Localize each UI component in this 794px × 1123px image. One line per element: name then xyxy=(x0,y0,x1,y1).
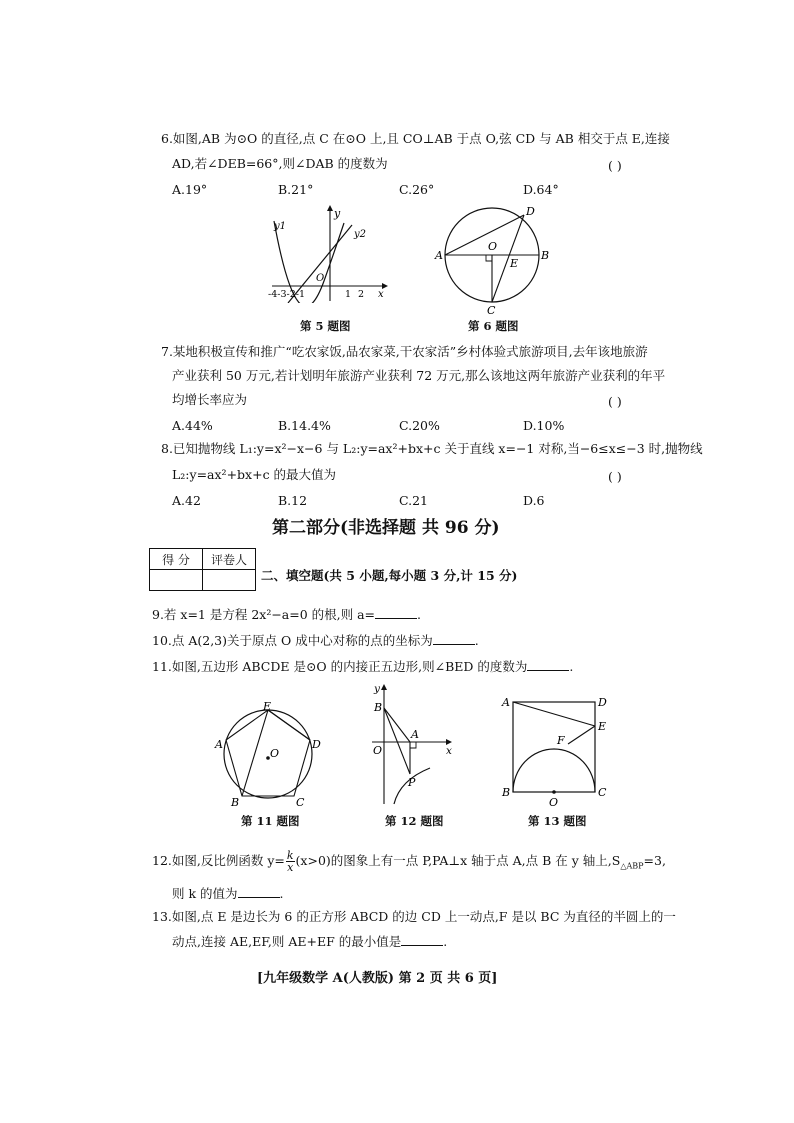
fig13-label-f: F xyxy=(557,734,565,747)
fig13-label-c: C xyxy=(598,786,607,799)
q6-line1: 6.如图,AB 为⊙O 的直径,点 C 在⊙O 上,且 CO⊥AB 于点 O,弦 CD 与 AB 相交于点 E,连接 xyxy=(161,131,670,146)
q11-text: 11.如图,五边形 ABCDE 是⊙O 的内接正五边形,则∠BED 的度数为 xyxy=(152,659,528,674)
q6-option-a: A.19° xyxy=(172,182,208,197)
q8-line2: L₂:y=ax²+bx+c 的最大值为 xyxy=(172,467,337,482)
figure-12-caption: 第 12 题图 xyxy=(385,814,444,828)
q13-line2-end: . xyxy=(443,934,448,949)
fig6-label-c: C xyxy=(487,304,496,315)
fig12-label-o: O xyxy=(373,744,383,757)
q12-text-part2: (x>0)的图象上有一点 P,PA⊥x 轴于点 A,点 B 在 y 轴上,S xyxy=(295,853,621,868)
q11 xyxy=(152,660,573,674)
q6-option-c: C.26° xyxy=(399,182,435,197)
figure-6-circle xyxy=(432,203,552,315)
q7-option-a: A.44% xyxy=(172,418,213,433)
q13-blank[interactable] xyxy=(401,935,443,946)
fig12-label-y: y xyxy=(374,683,380,695)
q13-line1: 13.如图,点 E 是边长为 6 的正方形 ABCD 的边 CD 上一动点,F 是以 BC 为直径的半圆上的一 xyxy=(152,909,676,924)
q9 xyxy=(152,608,421,622)
score-header-grader: 评卷人 xyxy=(203,549,256,570)
fig13-label-e: E xyxy=(598,720,607,733)
q9-end: . xyxy=(417,607,422,622)
figure-11-pentagon xyxy=(212,700,324,808)
q8-option-a: A.42 xyxy=(172,493,201,508)
q13-line2 xyxy=(172,935,447,949)
q7-option-d: D.10% xyxy=(523,418,565,433)
q9-text: 9.若 x=1 是方程 2x²−a=0 的根,则 a= xyxy=(152,607,376,622)
fig13-label-b: B xyxy=(502,786,511,799)
fig5-label-y1: y1 xyxy=(274,221,287,232)
part2-title: 第二部分(非选择题 共 96 分) xyxy=(272,518,500,538)
q10-blank[interactable] xyxy=(433,634,475,645)
q12-text-part1: 12.如图,反比例函数 y= xyxy=(152,853,285,868)
fig11-label-o: O xyxy=(270,747,280,760)
q7-line3: 均增长率应为 xyxy=(172,392,248,407)
q7-option-b: B.14.4% xyxy=(278,418,331,433)
fig6-label-d: D xyxy=(526,205,535,218)
q12-blank[interactable] xyxy=(238,887,280,898)
q7-option-c: C.20% xyxy=(399,418,440,433)
q10-end: . xyxy=(474,633,479,648)
q7-line2: 产业获利 50 万元,若计划明年旅游产业获利 72 万元,那么该地这两年旅游产业获利的年平 xyxy=(172,368,666,383)
q12-line1 xyxy=(152,850,666,874)
fig13-label-a: A xyxy=(502,696,510,709)
q12-line2-end: . xyxy=(279,886,284,901)
fig6-label-a: A xyxy=(435,249,443,262)
q6-line2: AD,若∠DEB=66°,则∠DAB 的度数为 xyxy=(172,156,388,171)
q12-text-part3: =3, xyxy=(643,853,666,868)
fig11-label-e: E xyxy=(263,700,272,713)
fig5-label-y: y xyxy=(334,207,341,220)
score-cell[interactable] xyxy=(150,570,203,591)
q12-line2 xyxy=(172,887,284,901)
q6-option-d: D.64° xyxy=(523,182,559,197)
figure-11-caption: 第 11 题图 xyxy=(241,814,300,828)
fig5-label-y2: y2 xyxy=(354,229,367,240)
fig5-tick-2: 2 xyxy=(358,289,365,300)
fig11-label-a: A xyxy=(215,738,223,751)
q6-option-b: B.21° xyxy=(278,182,314,197)
fig13-label-d: D xyxy=(598,696,607,709)
grader-cell[interactable] xyxy=(203,570,256,591)
fig5-tick-1: 1 xyxy=(345,289,352,300)
q8-option-d: D.6 xyxy=(523,493,545,508)
q8-line1: 8.已知抛物线 L₁:y=x²−x−6 与 L₂:y=ax²+bx+c 关于直线 x=−1 对称,当−6≤x≤−3 时,抛物线 xyxy=(161,441,703,456)
fig6-label-b: B xyxy=(541,249,550,262)
score-header-score: 得 分 xyxy=(150,549,203,570)
fig6-label-o: O xyxy=(488,240,498,253)
q10-text: 10.点 A(2,3)关于原点 O 成中心对称的点的坐标为 xyxy=(152,633,433,648)
figure-5-caption: 第 5 题图 xyxy=(300,319,351,333)
fig5-label-x: x xyxy=(378,289,384,300)
fig12-label-x: x xyxy=(446,745,452,757)
figure-13-square xyxy=(498,692,616,808)
figure-6-caption: 第 6 题图 xyxy=(468,319,519,333)
fig12-label-a: A xyxy=(411,728,419,741)
fig11-label-c: C xyxy=(296,796,305,808)
figure-12-graph xyxy=(368,682,458,808)
q13-line2-text: 动点,连接 AE,EF,则 AE+EF 的最小值是 xyxy=(172,934,402,949)
q8-option-b: B.12 xyxy=(278,493,308,508)
q12-subscript: △ABP xyxy=(620,861,644,871)
q11-end: . xyxy=(569,659,574,674)
q8-option-c: C.21 xyxy=(399,493,428,508)
figure-5-graph xyxy=(260,203,390,303)
fig5-label-o: O xyxy=(316,273,325,284)
section-fill-blank-heading: 二、填空题(共 5 小题,每小题 3 分,计 15 分) xyxy=(261,568,518,583)
q12-fraction xyxy=(286,850,295,873)
q12-line2-text: 则 k 的值为 xyxy=(172,886,238,901)
page-footer: [九年级数学 A(人教版) 第 2 页 共 6 页] xyxy=(257,971,498,986)
q8-answer-paren: ( ) xyxy=(608,469,622,484)
fig13-label-o: O xyxy=(549,796,559,808)
q12-fraction-numerator: k xyxy=(286,849,294,862)
q12-fraction-denominator: x xyxy=(287,861,294,874)
figure-13-caption: 第 13 题图 xyxy=(528,814,587,828)
q11-blank[interactable] xyxy=(527,660,569,671)
q10 xyxy=(152,634,479,648)
fig12-label-b: B xyxy=(374,701,383,714)
fig6-label-e: E xyxy=(510,257,519,270)
q7-answer-paren: ( ) xyxy=(608,394,622,409)
fig12-label-p: P xyxy=(408,776,416,789)
fig11-label-b: B xyxy=(231,796,240,808)
fig11-label-d: D xyxy=(312,738,321,751)
q9-blank[interactable] xyxy=(375,608,417,619)
fig5-tick-labels: -4-3-2-1 xyxy=(268,289,306,300)
q6-answer-paren: ( ) xyxy=(608,158,622,173)
q7-line1: 7.某地积极宣传和推广“吃农家饭,品农家菜,干农家活”乡村体验式旅游项目,去年该地旅游 xyxy=(161,344,648,359)
score-table xyxy=(149,548,256,591)
